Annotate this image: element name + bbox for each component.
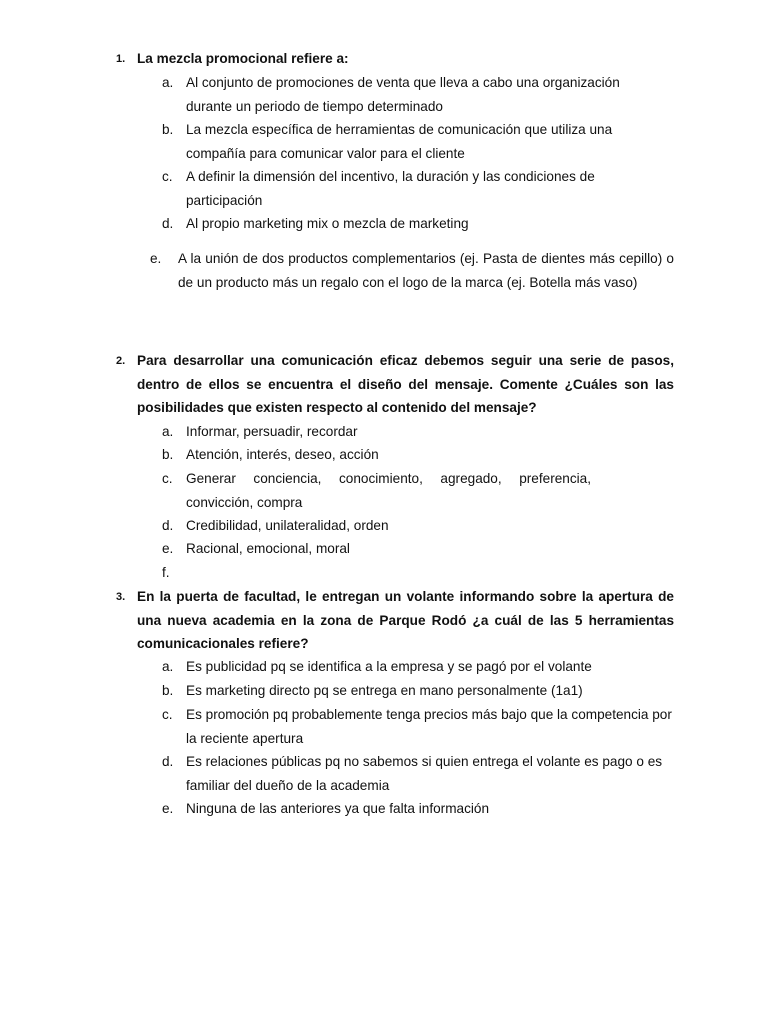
option-text: Es promoción pq probablemente tenga precios más bajo que la competencia por la reciente apertura <box>186 707 672 746</box>
option-letter: c. <box>162 169 173 184</box>
question-text: La mezcla promocional refiere a: <box>137 51 349 66</box>
option-letter: d. <box>162 518 174 533</box>
question-number: 2. <box>116 355 126 367</box>
option-letter: e. <box>162 801 174 816</box>
option-letter: c. <box>162 471 173 486</box>
option-text: Es publicidad pq se identifica a la empresa y se pagó por el volante <box>186 659 592 674</box>
option-letter: f. <box>162 565 170 580</box>
option-text: Informar, persuadir, recordar <box>186 424 358 439</box>
option-text: Racional, emocional, moral <box>186 541 350 556</box>
option-text: Generar conciencia, conocimiento, agregado, preferencia, convicción, compra <box>186 471 591 510</box>
option-letter: b. <box>162 683 174 698</box>
option-letter: e. <box>162 541 174 556</box>
option-letter: d. <box>162 216 174 231</box>
option-letter: c. <box>162 707 173 722</box>
question-number: 1. <box>116 53 126 65</box>
option-letter: a. <box>162 659 174 674</box>
option-text: Ninguna de las anteriores ya que falta información <box>186 801 490 816</box>
question-number: 3. <box>116 591 126 603</box>
option-text: Credibilidad, unilateralidad, orden <box>186 518 389 533</box>
option-text: Atención, interés, deseo, acción <box>186 447 379 462</box>
option-letter: a. <box>162 424 174 439</box>
option-text: A definir la dimensión del incentivo, la duración y las condiciones de participación <box>186 169 595 208</box>
option-text: Al propio marketing mix o mezcla de marketing <box>186 216 469 231</box>
question-text: Para desarrollar una comunicación eficaz debemos seguir una serie de pasos, dentro de ellos se encuentra el diseño del mensaje. Comente ¿Cuáles son las posibilidades que existen respecto al contenido del mensaje? <box>137 353 674 415</box>
option-text: Es marketing directo pq se entrega en mano personalmente (1a1) <box>186 683 583 698</box>
option-letter: b. <box>162 447 174 462</box>
option-text: Es relaciones públicas pq no sabemos si quien entrega el volante es pago o es familiar del dueño de la academia <box>186 754 663 793</box>
question-text: En la puerta de facultad, le entregan un volante informando sobre la apertura de una nueva academia en la zona de Parque Rodó ¿a cuál de las 5 herramientas comunicacionales refiere? <box>137 589 674 651</box>
option-letter: e. <box>150 251 162 266</box>
option-text: Al conjunto de promociones de venta que lleva a cabo una organización durante un periodo de tiempo determinado <box>186 75 620 114</box>
option-text: La mezcla específica de herramientas de comunicación que utiliza una compañía para comunicar valor para el cliente <box>186 122 613 161</box>
option-letter: b. <box>162 122 174 137</box>
option-letter: d. <box>162 754 174 769</box>
option-text: A la unión de dos productos complementarios (ej. Pasta de dientes más cepillo) o de un producto más un regalo con el logo de la marca (ej. Botella más vaso) <box>178 251 674 290</box>
option-letter: a. <box>162 75 174 90</box>
